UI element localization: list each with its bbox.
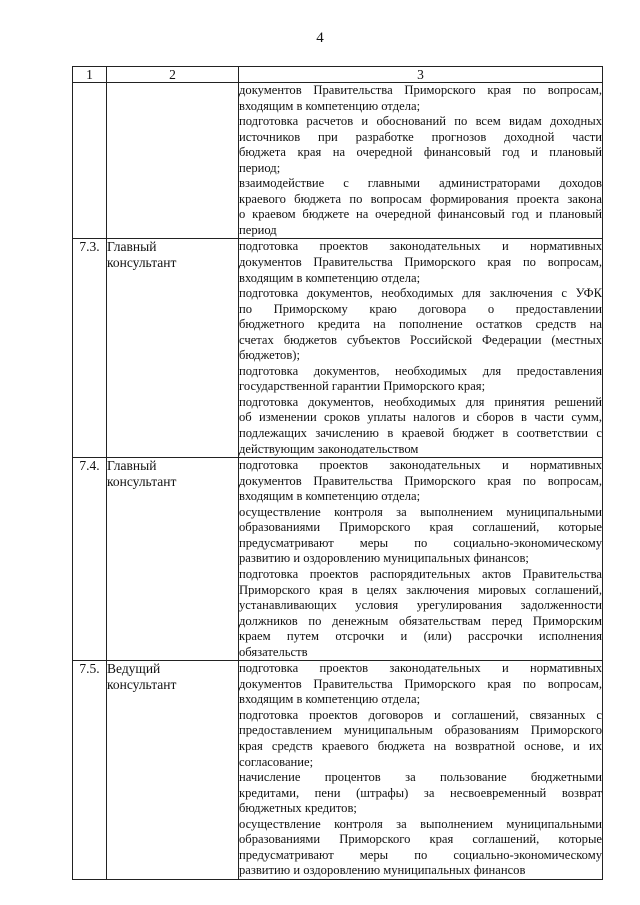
duty-line: краем путем отсрочки и (или) рассрочки исполнения <box>239 629 602 644</box>
position-cell <box>107 83 239 239</box>
duty-line: период <box>239 222 277 237</box>
duty-line: развитию и оздоровлению муниципальных финансов <box>239 863 526 878</box>
row-number: 7.5. <box>73 661 107 880</box>
duty-line: предусматривают меры по социально-экономическому <box>239 847 602 862</box>
duty-line: предусматривают меры по социально-экономическому <box>239 535 602 550</box>
duty-line: подготовка документов, необходимых для заключения с УФК <box>239 286 602 301</box>
duty-line: образованиями Приморского края соглашений, которые <box>239 832 602 847</box>
position-line: консультант <box>107 473 177 489</box>
duty-line: период; <box>239 160 281 175</box>
position-cell <box>107 458 239 661</box>
duty-line: документов Правительства Приморского края по вопросам, <box>239 255 602 270</box>
duty-line: входящим в компетенцию отдела; <box>239 270 421 285</box>
duty-line: предоставлением муниципальным образованиям Приморского <box>239 723 602 738</box>
position-line: консультант <box>107 255 177 271</box>
duty-line: бюджетов); <box>239 348 300 363</box>
position-line: консультант <box>107 676 177 692</box>
duty-line: согласование; <box>239 754 314 769</box>
duty-line: подготовка документов, необходимых для принятия решений <box>239 394 602 409</box>
duty-line: входящим в компетенцию отдела; <box>239 489 421 504</box>
duty-line: бюджета края на очередной финансовый год и плановый <box>239 145 602 160</box>
position-line: Ведущий <box>107 661 161 677</box>
duty-line: края средств краевого бюджета на возвратной основе, и их <box>239 738 602 753</box>
duty-line: краевого бюджета по вопросам формирования проекта закона <box>239 191 602 206</box>
duty-line: образованиями Приморского края соглашений, которые <box>239 520 602 535</box>
duty-line: должников по денежным обязательствам перед Приморским <box>239 613 602 628</box>
duty-line: бюджетного кредита на пополнение остатков средств на <box>239 317 602 332</box>
duty-line: подготовка проектов законодательных и нормативных <box>239 661 602 676</box>
duty-line: кредитами, пени (штрафы) за несвоевременный возврат <box>239 785 602 800</box>
duty-line: подготовка проектов законодательных и нормативных <box>239 239 602 254</box>
duty-line: устанавливающих условия урегулирования задолженности <box>239 598 602 613</box>
duties-cell <box>239 458 603 661</box>
duty-line: подлежащих зачислению в краевой бюджет в соответствии с <box>239 426 602 441</box>
duty-line: по Приморскому краю договора о предоставлении <box>239 301 602 316</box>
duty-line: осуществление контроля за выполнением муниципальными <box>239 816 602 831</box>
duty-line: подготовка проектов законодательных и нормативных <box>239 458 602 473</box>
table-row <box>73 239 603 458</box>
table-header-row <box>73 67 603 83</box>
duties-table <box>72 66 603 880</box>
table-row <box>73 458 603 661</box>
page-number: 4 <box>316 30 324 46</box>
duty-line: подготовка документов, необходимых для предоставления <box>239 363 602 378</box>
row-number: 7.3. <box>73 239 107 458</box>
position-cell <box>107 661 239 880</box>
duty-line: начисление процентов за пользование бюджетными <box>239 770 602 785</box>
duty-line: подготовка проектов распорядительных актов Правительства <box>239 566 602 581</box>
duty-line: подготовка проектов договоров и соглашений, связанных с <box>239 707 602 722</box>
duty-line: действующим законодательством <box>239 441 419 456</box>
duty-line: бюджетных кредитов; <box>239 801 357 816</box>
duty-line: осуществление контроля за выполнением муниципальными <box>239 504 602 519</box>
table-row <box>73 83 603 239</box>
duty-line: подготовка расчетов и обоснований по всем видам доходных <box>239 114 602 129</box>
table-row <box>73 661 603 880</box>
duty-line: источников при разработке прогнозов доходной части <box>239 129 602 144</box>
row-number <box>73 83 107 239</box>
duty-line: документов Правительства Приморского края по вопросам, <box>239 83 602 97</box>
header-cell-number: 1 <box>73 67 107 83</box>
position-line: Главный <box>107 239 157 255</box>
duty-line: об изменении сроков уплаты налогов и сборов в части сумм, <box>239 410 602 425</box>
duty-line: развитию и оздоровлению муниципальных финансов; <box>239 551 529 566</box>
duty-line: документов Правительства Приморского края по вопросам, <box>239 676 602 691</box>
duty-line: государственной гарантии Приморского края; <box>239 379 486 394</box>
header-cell-duties: 3 <box>239 67 603 83</box>
duty-line: взаимодействие с главными администраторами доходов <box>239 176 602 191</box>
duty-line: Приморского края в целях заключения мировых соглашений, <box>239 582 602 597</box>
duty-line: входящим в компетенцию отдела; <box>239 98 421 113</box>
duty-line: о краевом бюджете на очередной финансовый год и плановый <box>239 207 602 222</box>
position-cell <box>107 239 239 458</box>
duty-line: счетах бюджетов субъектов Российской Федерации (местных <box>239 332 602 347</box>
header-cell-position: 2 <box>107 67 239 83</box>
position-line: Главный <box>107 458 157 474</box>
duties-cell <box>239 239 603 458</box>
duties-cell <box>239 83 603 239</box>
row-number: 7.4. <box>73 458 107 661</box>
duty-line: входящим в компетенцию отдела; <box>239 692 421 707</box>
duty-line: обязательств <box>239 644 308 659</box>
duty-line: документов Правительства Приморского края по вопросам, <box>239 473 602 488</box>
duties-cell <box>239 661 603 880</box>
